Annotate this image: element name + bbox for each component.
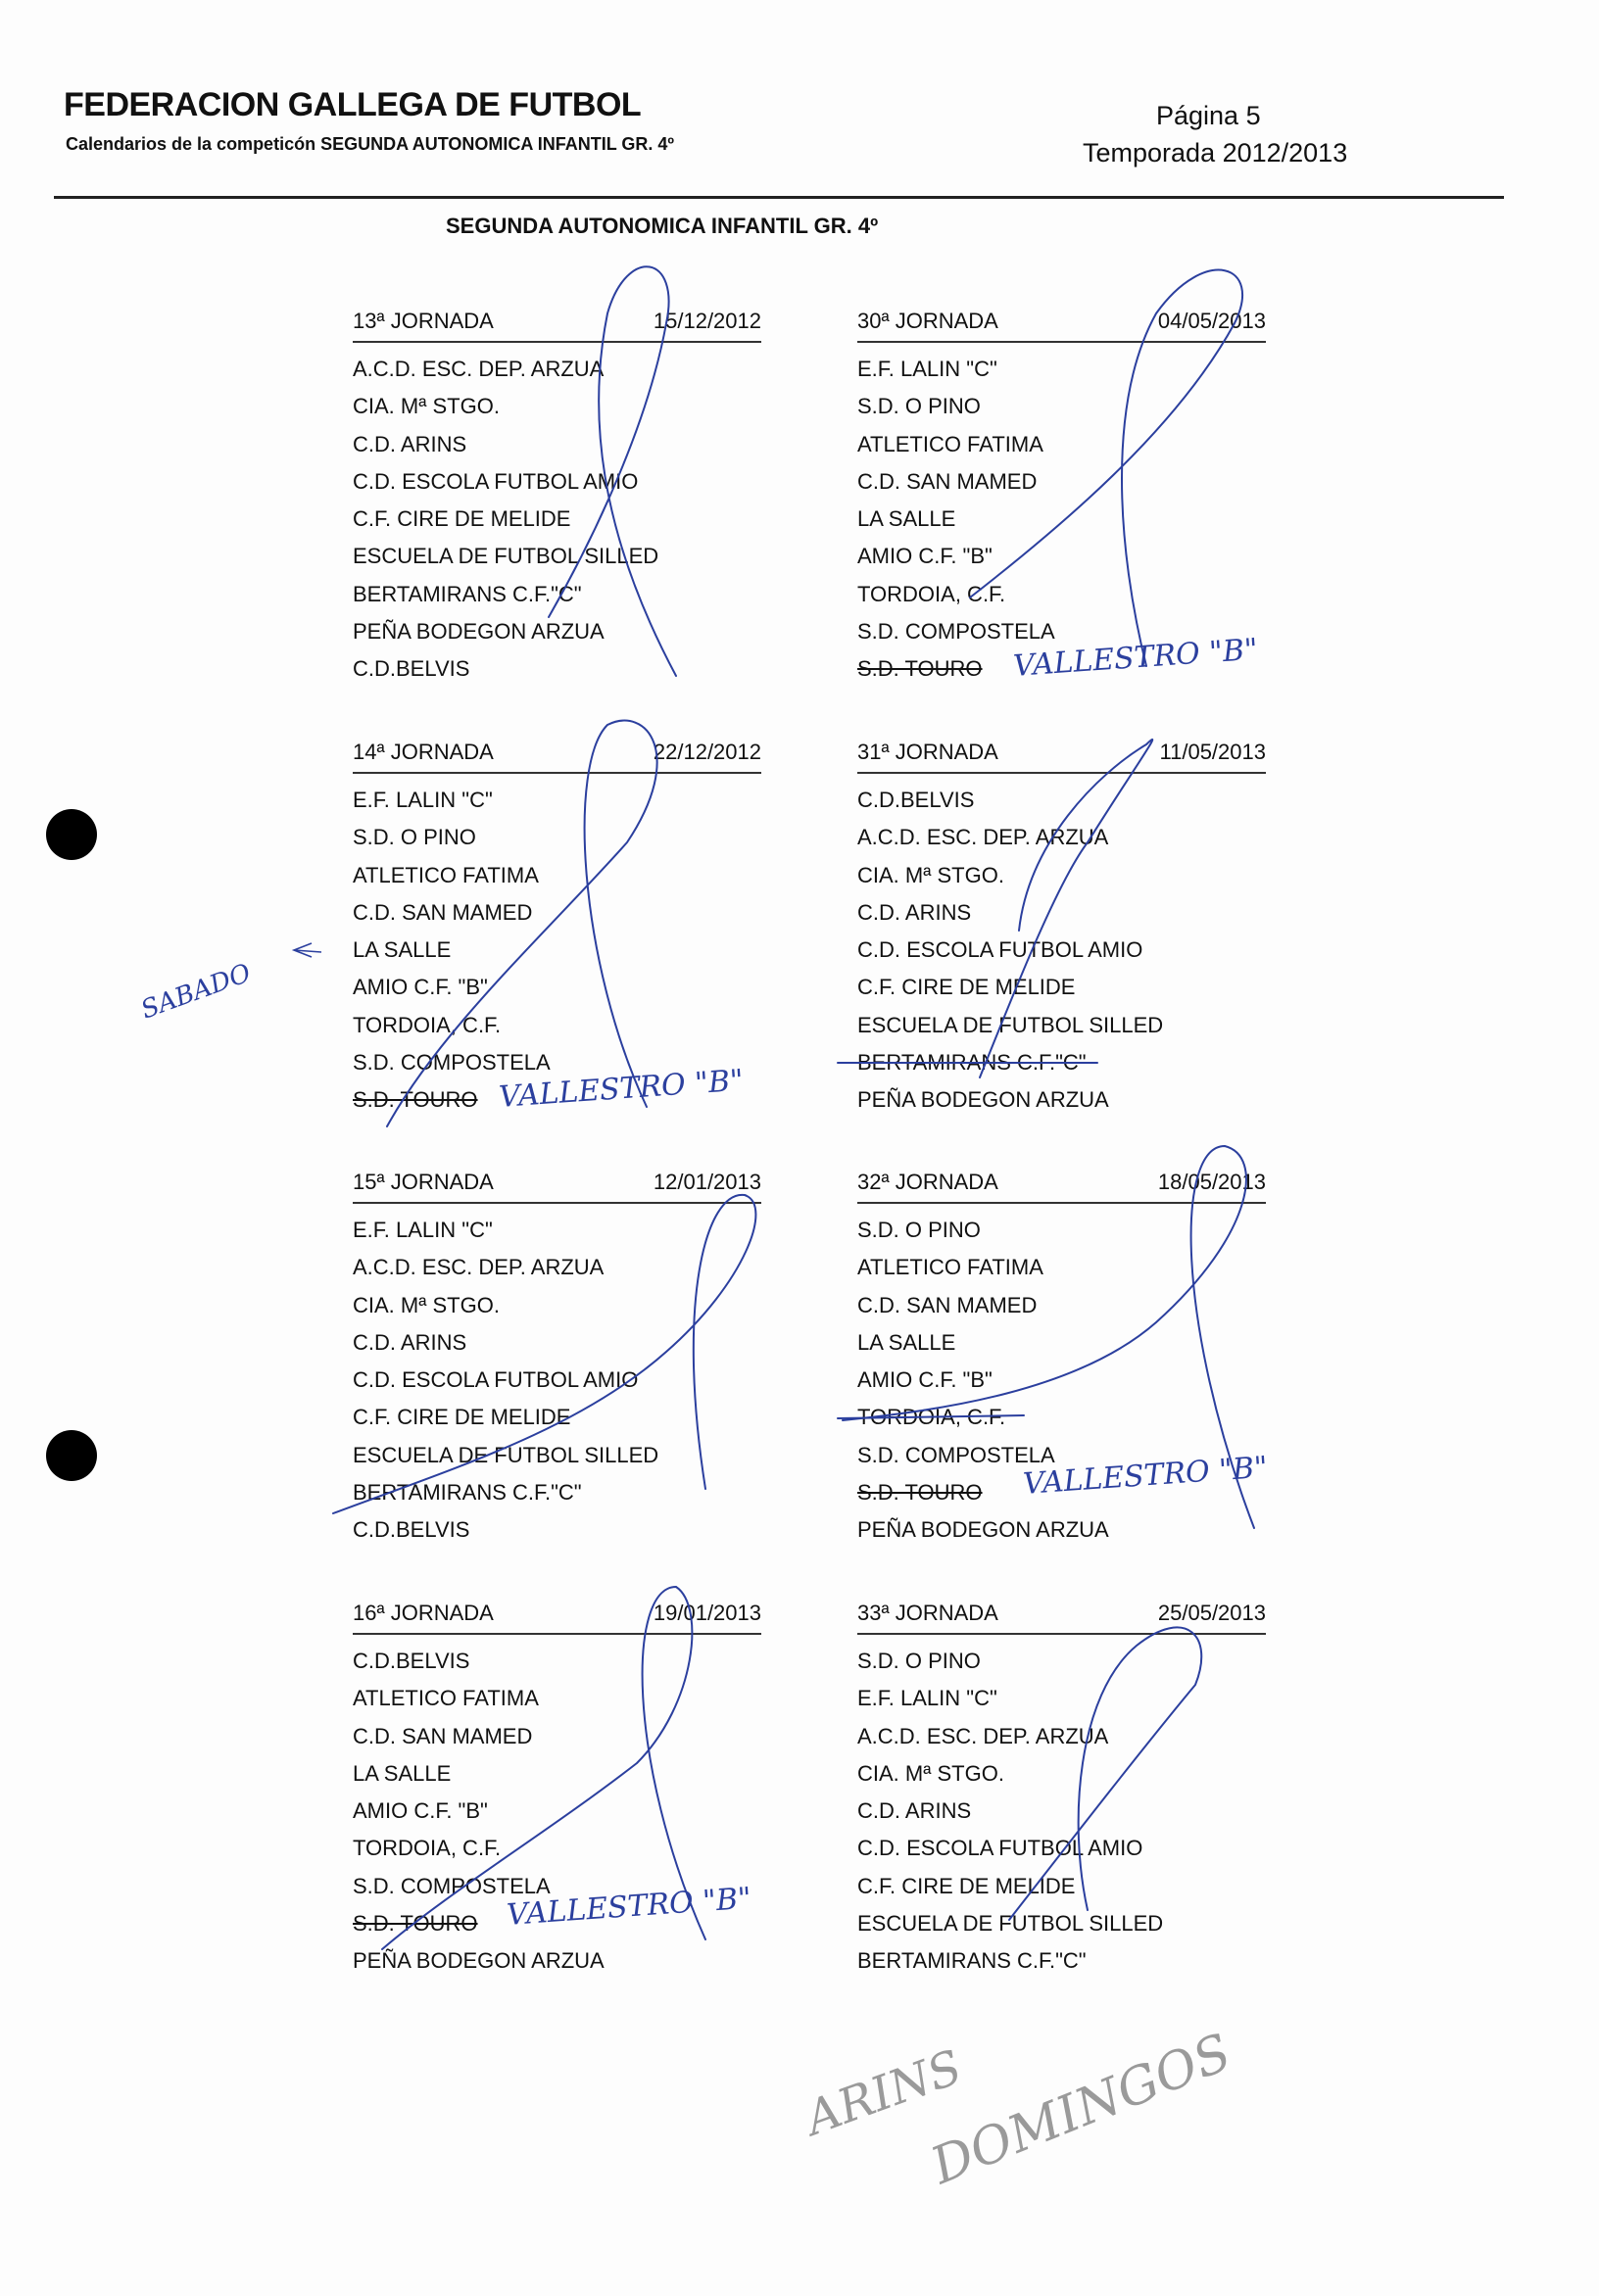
team-list — [353, 782, 761, 1120]
team-name: S.D. O PINO — [353, 825, 476, 850]
team-name: CIA. Mª STGO. — [353, 1292, 500, 1317]
team-name: S.D. COMPOSTELA — [353, 1873, 551, 1898]
jornada-label: 32ª JORNADA — [857, 1170, 998, 1194]
team-name: S.D. COMPOSTELA — [857, 1442, 1055, 1467]
team-list — [857, 351, 1266, 689]
team-name: PEÑA BODEGON ARZUA — [857, 1087, 1109, 1113]
team-name: S.D. O PINO — [857, 394, 981, 419]
jornada-header — [857, 739, 1266, 774]
team-name: E.F. LALIN "C" — [857, 1686, 997, 1711]
jornada-date: 22/12/2012 — [653, 740, 761, 764]
section-title: SEGUNDA AUTONOMICA INFANTIL GR. 4º — [446, 214, 879, 238]
team-name: ATLETICO FATIMA — [857, 1255, 1043, 1280]
jornada-header — [353, 308, 761, 343]
season: Temporada 2012/2013 — [1083, 138, 1348, 167]
jornada-block — [353, 739, 761, 1120]
team-name: E.F. LALIN "C" — [353, 1218, 493, 1242]
jornada-label: 15ª JORNADA — [353, 1170, 494, 1194]
team-name: E.F. LALIN "C" — [353, 788, 493, 812]
team-name: A.C.D. ESC. DEP. ARZUA — [353, 357, 605, 381]
team-name: AMIO C.F. "B" — [353, 975, 488, 1000]
team-list — [857, 1212, 1266, 1550]
jornada-date: 18/05/2013 — [1157, 1170, 1266, 1194]
team-name: PEÑA BODEGON ARZUA — [857, 1517, 1109, 1543]
jornada-header — [353, 1600, 761, 1635]
arrow-icon — [294, 943, 321, 957]
team-name: C.D. SAN MAMED — [353, 1723, 533, 1748]
team-name: LA SALLE — [353, 1760, 452, 1786]
margin-arrow — [294, 943, 321, 957]
team-name: C.D. ESCOLA FUTBOL AMIO — [857, 1836, 1143, 1861]
pencil-notes — [795, 2023, 1239, 2196]
team-name: C.D. ESCOLA FUTBOL AMIO — [857, 937, 1143, 963]
binder-hole — [46, 809, 97, 860]
team-name: CIA. Mª STGO. — [857, 1760, 1004, 1786]
team-name: E.F. LALIN "C" — [857, 357, 997, 381]
team-name: A.C.D. ESC. DEP. ARZUA — [353, 1255, 605, 1280]
jornada-label: 13ª JORNADA — [353, 309, 494, 333]
team-name: ESCUELA DE FUTBOL SILLED — [857, 1911, 1164, 1937]
team-name-struck: S.D. TOURO — [857, 1480, 983, 1506]
team-name: C.D. ARINS — [353, 1329, 467, 1355]
team-name: C.D. SAN MAMED — [857, 468, 1038, 494]
team-name: LA SALLE — [353, 937, 452, 963]
team-list — [353, 1643, 761, 1981]
jornada-block — [353, 308, 761, 689]
document-subtitle: Calendarios de la competicón SEGUNDA AUTONOMICA INFANTIL GR. 4º — [66, 134, 674, 154]
team-name: TORDOIA, C.F. — [857, 1405, 1006, 1430]
replacement-note: VALLESTRO "B" — [1012, 632, 1259, 684]
team-name: ESCUELA DE FUTBOL SILLED — [353, 544, 659, 569]
team-name: AMIO C.F. "B" — [857, 1367, 993, 1393]
jornada-header — [857, 308, 1266, 343]
team-name: C.F. CIRE DE MELIDE — [353, 1405, 571, 1430]
team-name: ESCUELA DE FUTBOL SILLED — [857, 1012, 1164, 1037]
team-name: C.D. ARINS — [353, 431, 467, 456]
jornada-date: 19/01/2013 — [653, 1601, 761, 1625]
team-name: ESCUELA DE FUTBOL SILLED — [353, 1442, 659, 1467]
team-name: TORDOIA, C.F. — [857, 581, 1006, 606]
jornada-date: 12/01/2013 — [653, 1170, 761, 1194]
jornada-label: 14ª JORNADA — [353, 740, 494, 764]
team-name-struck: S.D. TOURO — [353, 1911, 478, 1937]
team-name: C.D. ESCOLA FUTBOL AMIO — [353, 1367, 639, 1393]
team-name: C.F. CIRE DE MELIDE — [353, 506, 571, 532]
team-name: A.C.D. ESC. DEP. ARZUA — [857, 1723, 1109, 1748]
team-name: CIA. Mª STGO. — [857, 862, 1004, 887]
jornada-block — [857, 1600, 1266, 1981]
team-name: BERTAMIRANS C.F."C" — [857, 1948, 1087, 1974]
jornada-date: 15/12/2012 — [653, 309, 761, 333]
team-name: S.D. O PINO — [857, 1218, 981, 1242]
team-name: BERTAMIRANS C.F."C" — [353, 1480, 582, 1506]
team-name: ATLETICO FATIMA — [353, 862, 539, 887]
team-name: TORDOIA, C.F. — [353, 1012, 502, 1037]
team-name: C.F. CIRE DE MELIDE — [857, 975, 1076, 1000]
team-name: C.D.BELVIS — [353, 656, 470, 682]
team-list — [857, 782, 1266, 1120]
team-name-struck: S.D. TOURO — [857, 656, 983, 682]
page-number: Página 5 — [1156, 101, 1261, 130]
bottom-note: ARINS — [798, 2039, 969, 2147]
team-list — [353, 1212, 761, 1550]
team-name: C.D.BELVIS — [353, 1517, 470, 1543]
jornada-label: 31ª JORNADA — [857, 740, 998, 764]
team-name: BERTAMIRANS C.F."C" — [857, 1050, 1087, 1076]
replacement-note: VALLESTRO "B" — [506, 1881, 752, 1933]
jornada-header — [857, 1169, 1266, 1204]
team-name: AMIO C.F. "B" — [857, 544, 993, 569]
binder-hole — [46, 1430, 97, 1481]
team-name: BERTAMIRANS C.F."C" — [353, 581, 582, 606]
team-list — [353, 351, 761, 689]
replacement-note: VALLESTRO "B" — [1022, 1450, 1269, 1502]
jornada-block — [353, 1600, 761, 1981]
team-name: C.D.BELVIS — [857, 788, 975, 812]
team-name: C.D. SAN MAMED — [857, 1292, 1038, 1317]
header-divider — [54, 196, 1504, 199]
jornada-block — [857, 308, 1266, 689]
team-name: C.D.BELVIS — [353, 1649, 470, 1673]
team-name: ATLETICO FATIMA — [353, 1686, 539, 1711]
team-name: AMIO C.F. "B" — [353, 1798, 488, 1824]
jornada-label: 16ª JORNADA — [353, 1601, 494, 1625]
document-title: FEDERACION GALLEGA DE FUTBOL — [64, 86, 642, 123]
team-name: LA SALLE — [857, 1329, 956, 1355]
replacement-note: VALLESTRO "B" — [498, 1063, 745, 1115]
jornada-label: 30ª JORNADA — [857, 309, 998, 333]
team-name: PEÑA BODEGON ARZUA — [353, 619, 605, 645]
team-name: C.F. CIRE DE MELIDE — [857, 1873, 1076, 1898]
team-name: ATLETICO FATIMA — [857, 431, 1043, 456]
team-name: C.D. ARINS — [857, 1798, 972, 1824]
jornada-block — [353, 1169, 761, 1550]
jornada-block — [857, 739, 1266, 1120]
jornada-date: 04/05/2013 — [1157, 309, 1266, 333]
team-name: PEÑA BODEGON ARZUA — [353, 1948, 605, 1974]
team-name-struck: S.D. TOURO — [353, 1087, 478, 1113]
team-name: CIA. Mª STGO. — [353, 394, 500, 419]
team-name: C.D. SAN MAMED — [353, 899, 533, 925]
team-list — [857, 1643, 1266, 1981]
margin-note: SABADO — [137, 958, 256, 1026]
jornada-date: 11/05/2013 — [1159, 740, 1266, 764]
bottom-note: DOMINGOS — [923, 2023, 1239, 2197]
team-name: LA SALLE — [857, 506, 956, 532]
jornada-date: 25/05/2013 — [1157, 1601, 1266, 1625]
team-name: S.D. O PINO — [857, 1649, 981, 1673]
jornada-header — [353, 739, 761, 774]
jornada-label: 33ª JORNADA — [857, 1601, 998, 1625]
team-name: C.D. ARINS — [857, 899, 972, 925]
team-name: S.D. COMPOSTELA — [353, 1050, 551, 1076]
jornada-header — [857, 1600, 1266, 1635]
team-name: A.C.D. ESC. DEP. ARZUA — [857, 825, 1109, 850]
jornada-header — [353, 1169, 761, 1204]
jornada-block — [857, 1169, 1266, 1550]
team-name: TORDOIA, C.F. — [353, 1836, 502, 1861]
team-name: S.D. COMPOSTELA — [857, 619, 1055, 645]
team-name: C.D. ESCOLA FUTBOL AMIO — [353, 468, 639, 494]
